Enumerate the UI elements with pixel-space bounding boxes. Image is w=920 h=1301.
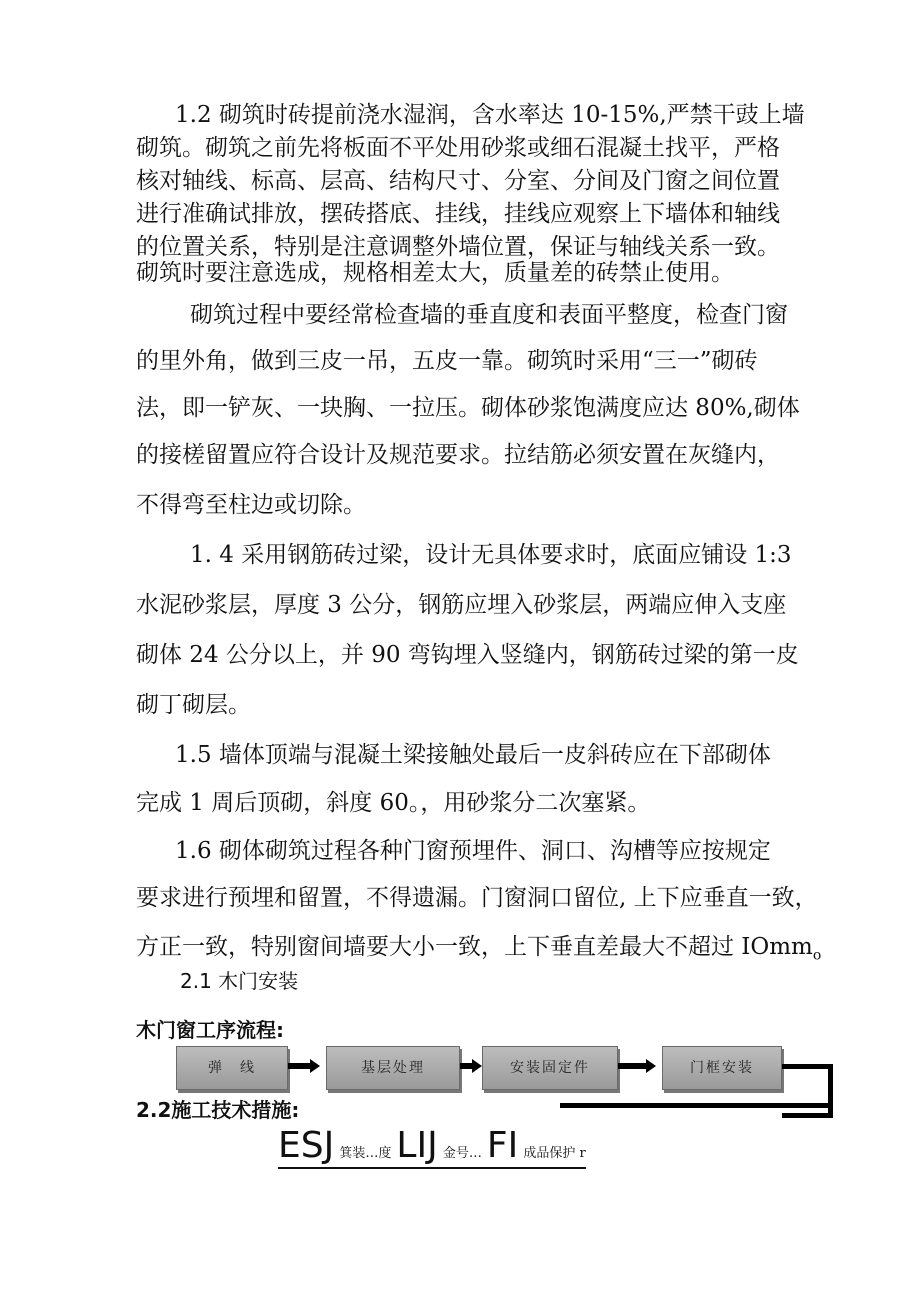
arrow-head-icon [646,1059,656,1073]
arrow-head-icon [472,1059,482,1073]
text-line: 进行准确试排放，摆砖搭底、挂线，挂线应观察上下墙体和轴线 [136,201,780,227]
subscript: o [812,947,822,964]
text-line: 砌筑时要注意选成，规格相差太大，质量差的砖禁止使用。 [136,260,734,286]
text-line: 砌丁砌层。 [136,692,251,718]
process-code: LIJ [396,1125,438,1166]
text-line: 水泥砂浆层，厚度 3 公分，钢筋应埋入砂浆层，两端应伸入支座 [136,592,787,618]
text-line: 1. 4 采用钢筋砖过梁，设计无具体要求时，底面应铺设 1:3 [190,542,792,568]
text-line: 砌筑。砌筑之前先将板面不平处用砂浆或细石混凝土找平，严格 [136,135,780,161]
arrow-head-icon [310,1059,320,1073]
process-label: 成品保护 r [523,1146,586,1161]
text-line: 砌体 24 公分以上，并 90 弯钩埋入竖缝内，钢筋砖过梁的第一皮 [136,642,799,668]
process-label: 箕装…度 [339,1146,392,1161]
text-line: 的里外角，做到三皮一吊，五皮一靠。砌筑时采用“三一”砌砖 [136,348,758,374]
process-code: FI [486,1125,519,1166]
text-line: 法，即一铲灰、一块胸、一拉压。砌体砂浆饱满度应达 80%,砌体 [136,395,800,421]
process-label: 金号… [442,1146,482,1161]
text-span: 方正一致，特别窗间墙要大小一致，上下垂直差最大不超过 IOmm [136,934,813,960]
text-line: 的位置关系，特别是注意调整外墙位置，保证与轴线关系一致。 [136,234,780,260]
flow-arrow [618,1063,648,1069]
flow-step-box: 弹 线 [176,1046,288,1090]
text-line: 1.5 墙体顶端与混凝土梁接触处最后一皮斜砖应在下部砌体 [175,742,771,768]
flow-step-box: 门框安装 [662,1046,782,1090]
flow-step-box: 安装固定件 [482,1046,618,1090]
text-line [136,932,821,971]
text-line: 的接槎留置应符合设计及规范要求。拉结筋必须安置在灰缝内， [136,442,780,468]
text-line: 完成 1 周后顶砌，斜度 60。，用砂浆分二次塞紧。 [136,790,651,816]
flow-connector [782,1064,833,1118]
process-code: ESJ [278,1125,335,1166]
flow-step-box: 基层处理 [326,1046,460,1090]
text-line: 1.2 砌筑时砖提前浇水湿润，含水率达 10-15%,严禁干豉上墙 [175,102,805,128]
text-line: 1.6 砌体砌筑过程各种门窗预埋件、洞口、沟槽等应按规定 [175,838,771,864]
bottom-process-row [278,1126,586,1169]
text-line: 不得弯至柱边或切除。 [136,492,366,518]
section-heading-2-1: 2.1 木门安装 [180,969,299,993]
flow-title: 木门窗工序流程: [136,1018,284,1042]
section-heading-2-2: 2.2施工技术措施: [136,1098,300,1122]
text-line: 核对轴线、标高、层高、结构尺寸、分室、分间及门窗之间位置 [136,168,780,194]
text-line: 砌筑过程中要经常检查墙的垂直度和表面平整度，检查门窗 [190,302,788,328]
flow-arrow [288,1063,312,1069]
text-line: 要求进行预埋和留置，不得遗漏。门窗洞口留位, 上下应垂直一致， [136,885,818,911]
flow-connector [560,1103,830,1108]
